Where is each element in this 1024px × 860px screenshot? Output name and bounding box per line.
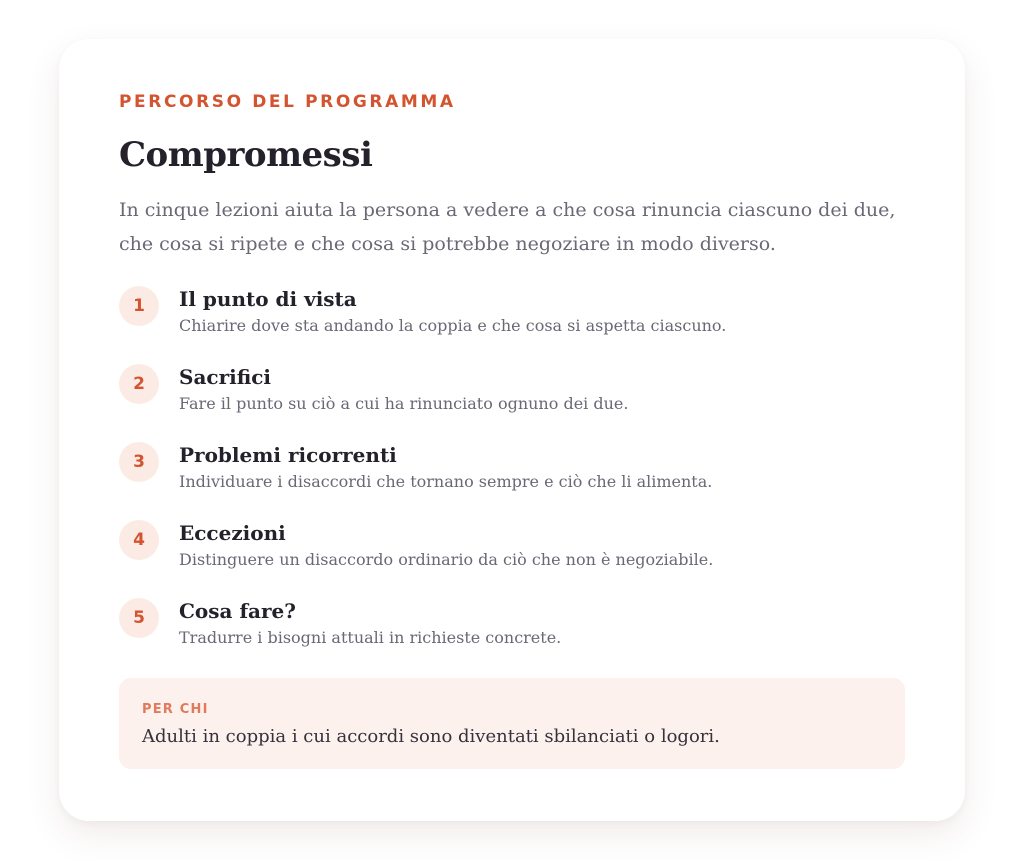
lesson-item-2 <box>119 364 905 442</box>
lesson-description: Chiarire dove sta andando la coppia e che cosa si aspetta ciascuno. <box>179 316 727 335</box>
lesson-description: Tradurre i bisogni attuali in richieste concrete. <box>179 628 562 647</box>
lesson-title: Il punto di vista <box>179 287 357 311</box>
lesson-title: Sacrifici <box>179 365 272 389</box>
audience-box <box>119 678 905 769</box>
lesson-title: Eccezioni <box>179 521 286 545</box>
lesson-number-badge: 2 <box>119 364 159 404</box>
program-title: Compromessi <box>119 135 373 175</box>
lesson-item-3 <box>119 442 905 520</box>
lesson-title: Problemi ricorrenti <box>179 443 397 467</box>
lesson-item-5 <box>119 598 905 676</box>
lesson-number-badge: 3 <box>119 442 159 482</box>
lesson-number-badge: 5 <box>119 598 159 638</box>
lesson-title: Cosa fare? <box>179 599 296 623</box>
lesson-list <box>119 286 905 676</box>
audience-text: Adulti in coppia i cui accordi sono diventati sbilanciati o logori. <box>142 726 720 747</box>
section-eyebrow: PERCORSO DEL PROGRAMMA <box>119 92 456 112</box>
lesson-description: Distinguere un disaccordo ordinario da ciò che non è negoziabile. <box>179 550 714 569</box>
lesson-description: Fare il punto su ciò a cui ha rinunciato ognuno dei due. <box>179 394 629 413</box>
lesson-item-4 <box>119 520 905 598</box>
lesson-number-badge: 1 <box>119 286 159 326</box>
audience-label: PER CHI <box>142 702 209 717</box>
program-card <box>59 39 965 821</box>
lesson-number-badge: 4 <box>119 520 159 560</box>
program-intro: In cinque lezioni aiuta la persona a vedere a che cosa rinuncia ciascuno dei due, che cosa si ripete e che cosa si potrebbe negoziare in modo diverso. <box>119 199 896 255</box>
lesson-description: Individuare i disaccordi che tornano sempre e ciò che li alimenta. <box>179 472 713 491</box>
lesson-item-1 <box>119 286 905 364</box>
